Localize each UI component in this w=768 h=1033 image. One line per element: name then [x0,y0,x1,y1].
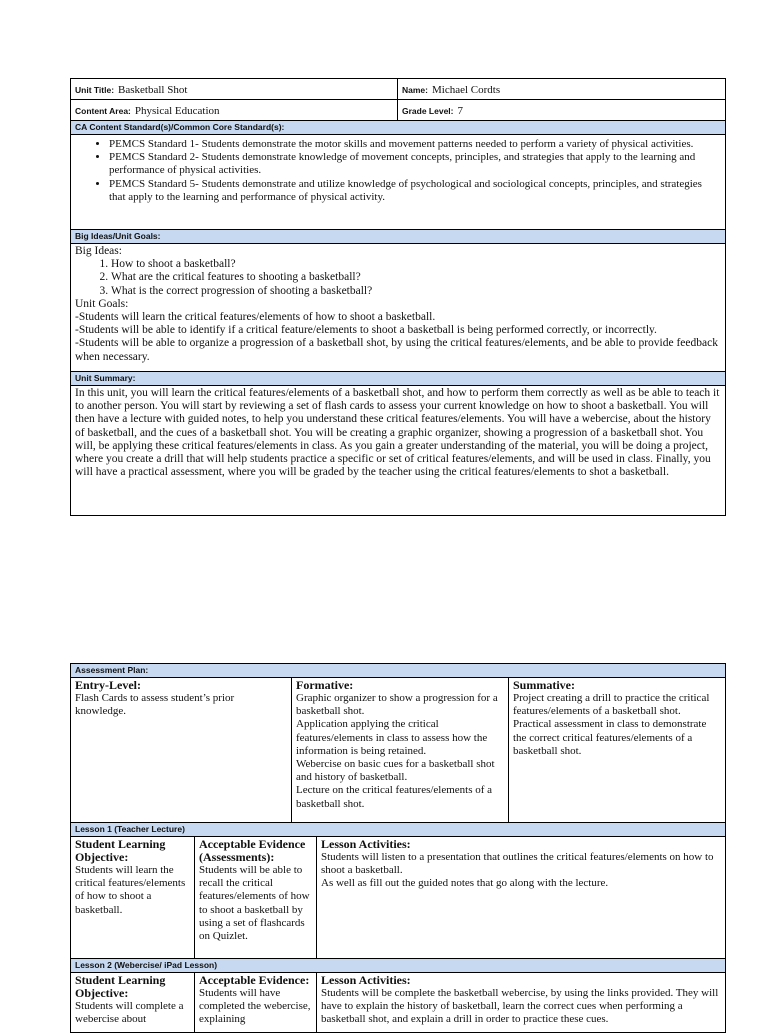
content-area: Physical Education [134,105,220,117]
formative-cell [292,678,509,823]
unit-goal-item: -Students will learn the critical features/elements of how to shoot a basketball. [75,311,436,324]
unit-title-cell [71,79,398,100]
lesson1-objective-cell [71,837,195,959]
lesson2-objective-text: Students will complete a webercise about [75,1000,184,1026]
lesson1-evidence-text: Students will be able to recall the critical features/elements of how to shoot a basketball by using a set of flashcards on Quizlet. [199,864,310,943]
content-area-label: Content Area: [75,106,131,116]
unit-summary-text: In this unit, you will learn the critical features/elements of a basketball shot, and how to perform them correctly as well as be able to teach it to another person. You will start by reviewing a set of flash cards to assess your current knowledge on how to shoot a basketball. You will then have a lecture with guided notes, to help you understand these critical features/elements. You will have a webercise, about the history of basketball, and the cues of a basketball shot. You will be creating a graphic organizer, showing a progression of a basketball shot. You will, be applying these critical features/elements in class. As you gain a greater understanding of the material, you will be doing a project, where you create a drill that will help students practice a specific or set of critical features/elements, and will be used in class. Finally, you will have a practical assessment, where you will be graded by the teacher using the critical features/elements to shot a basketball. [75,387,720,479]
summative-line: Project creating a drill to practice the critical features/elements of a basketball shot. [513,692,710,718]
lesson1-evidence-cell [195,837,317,959]
big-ideas-label: Big Ideas: [75,245,122,257]
formative-line: Webercise on basic cues for a basketball shot and history of basketball. [296,758,495,784]
big-idea-item: 3. What is the correct progression of shooting a basketball? [111,285,721,298]
formative-line: Graphic organizer to show a progression for a basketball shot. [296,692,498,718]
unit-plan-table [70,78,725,516]
unit-goal-item: -Students will be able to organize a progression of a basketball shot, by using the critical features/elements, and be able to provide feedback when necessary. [75,337,718,363]
big-ideas-list [75,258,721,298]
lesson2-evidence-label: Acceptable Evidence: [199,973,310,987]
content-area-cell [71,100,398,121]
author-name: Michael Cordts [431,84,501,96]
summative-label: Summative: [513,678,575,692]
formative-line: Application applying the critical features/elements in class to assess how the information is being retained. [296,718,488,757]
standards-cell [71,135,726,230]
lesson2-activities-label: Lesson Activities: [321,973,411,987]
lesson1-objective-text: Students will learn the critical features/elements of how to shoot a basketball. [75,864,186,916]
lesson1-activities-label: Lesson Activities: [321,837,411,851]
lesson1-heading: Lesson 1 (Teacher Lecture) [71,823,726,837]
standard-item: • PEMCS Standard 2- Students demonstrate knowledge of movement concepts, principles, and strategies that apply to the learning and performance of physical activities. [109,151,721,177]
lesson2-objective-label: Student Learning Objective: [75,973,166,1000]
entry-level-cell [71,678,292,823]
lesson2-heading: Lesson 2 (Webercise/ iPad Lesson) [71,959,726,973]
name-cell [398,79,726,100]
lesson1-evidence-label: Acceptable Evidence (Assessments): [199,837,306,864]
grade-level-cell [398,100,726,121]
standards-list [75,138,721,204]
standard-item: • PEMCS Standard 5- Students demonstrate and utilize knowledge of psychological and sociological concepts, principles, and strategies that apply to the learning and performance of physical activity. [109,178,721,204]
big-ideas-heading: Big Ideas/Unit Goals: [71,230,726,244]
entry-level-label: Entry-Level: [75,678,141,692]
unit-summary-heading: Unit Summary: [71,372,726,386]
unit-goal-item: -Students will be able to identify if a critical feature/elements to shoot a basketball is being performed correctly, or incorrectly. [75,324,657,337]
assessment-table [70,663,725,1033]
assessment-plan-heading: Assessment Plan: [71,664,726,678]
lesson2-activities-text: Students will be complete the basketball webercise, by using the links provided. They will have to explain the history of basketball, learn the correct cues when performing a basketball shot, and explain a drill in order to practice these cues. [321,987,719,1026]
standards-heading: CA Content Standard(s)/Common Core Standard(s): [71,121,726,135]
name-label: Name: [402,85,428,95]
big-idea-item: 2. What are the critical features to shooting a basketball? [111,271,721,284]
unit-goals-label: Unit Goals: [75,297,129,310]
lesson1-activity-line: Students will listen to a presentation that outlines the critical features/elements on how to shoot a basketball. [321,851,714,877]
lesson1-objective-label: Student Learning Objective: [75,837,166,864]
summative-cell [509,678,726,823]
lesson1-activity-line: As well as fill out the guided notes that go along with the lecture. [321,877,609,890]
grade-level-label: Grade Level: [402,106,454,116]
lesson2-evidence-text: Students will have completed the webercise, explaining [199,987,311,1026]
unit-summary-cell [71,386,726,516]
standard-item: • PEMCS Standard 1- Students demonstrate the motor skills and movement patterns needed to perform a variety of physical activities. [109,138,721,151]
big-idea-item: 1. How to shoot a basketball? [111,258,721,271]
grade-level: 7 [457,105,463,117]
formative-line: Lecture on the critical features/elements of a basketball shot. [296,784,493,810]
big-ideas-cell [71,244,726,372]
entry-level-text: Flash Cards to assess student’s prior knowledge. [75,692,235,718]
summative-line: Practical assessment in class to demonstrate the correct critical features/elements of a basketball shot. [513,718,707,757]
lesson1-activities-cell [317,837,726,959]
formative-label: Formative: [296,678,354,692]
unit-title: Basketball Shot [118,84,188,96]
unit-title-label: Unit Title: [75,85,115,95]
